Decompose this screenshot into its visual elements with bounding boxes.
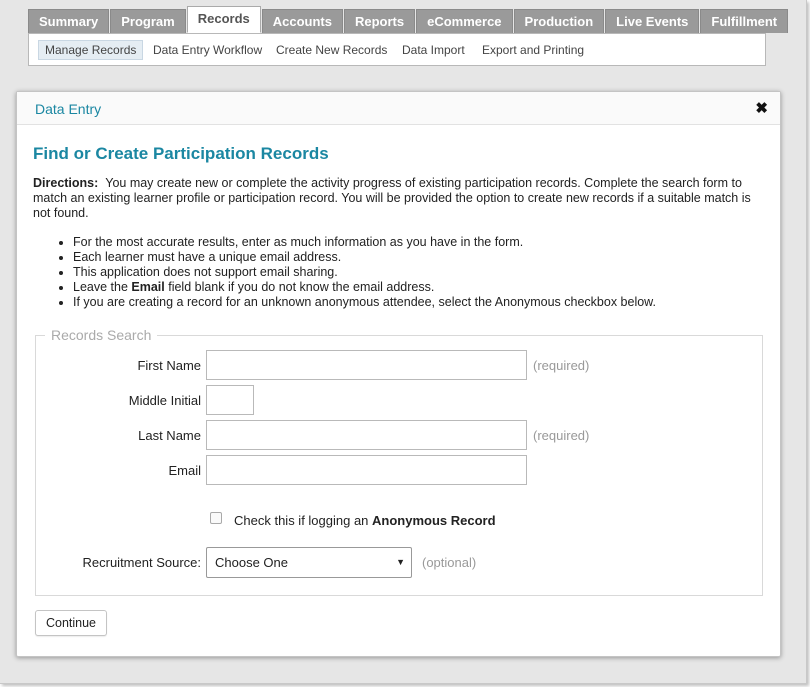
recruitment-source-select[interactable]	[206, 547, 412, 578]
email-label: Email	[168, 463, 201, 478]
list-item: • If you are creating a record for an unknown anonymous attendee, select the Anonymous checkbox below.	[73, 295, 656, 310]
directions-label: Directions:	[33, 176, 99, 190]
fieldset-legend: Records Search	[45, 327, 157, 343]
last-name-hint: (required)	[533, 428, 590, 443]
dialog-title: Data Entry	[35, 101, 102, 117]
subnav-export-printing[interactable]: Export and Printing	[482, 43, 585, 57]
close-icon[interactable]: ✖	[755, 100, 768, 117]
recruitment-source-label: Recruitment Source:	[82, 555, 201, 570]
list-item-bold: Email	[131, 280, 165, 294]
continue-button[interactable]: Continue	[35, 610, 107, 636]
list-item	[73, 280, 656, 295]
email-field[interactable]	[206, 455, 527, 485]
page-title: Find or Create Participation Records	[33, 144, 329, 163]
subnav-data-import[interactable]: Data Import	[402, 43, 465, 57]
list-item: • Each learner must have a unique email address.	[73, 250, 656, 265]
tab-summary[interactable]: Summary	[28, 9, 109, 33]
tab-accounts[interactable]: Accounts	[262, 9, 343, 33]
tab-ecommerce[interactable]: eCommerce	[416, 9, 512, 33]
data-entry-dialog	[16, 91, 781, 657]
recruitment-source-value: Choose One	[215, 555, 288, 570]
list-item: • For the most accurate results, enter as much information as you have in the form.	[73, 235, 656, 250]
first-name-hint: (required)	[533, 358, 590, 373]
instructions-list	[55, 235, 656, 310]
directions-body: You may create new or complete the activity progress of existing participation records. Complete the search form to match an existing learner profile or participation record. You will be provided the option to create new records if a suitable match is not found.	[33, 176, 751, 220]
chevron-down-icon: ▼	[396, 557, 405, 567]
first-name-field[interactable]	[206, 350, 527, 380]
tab-production[interactable]: Production	[514, 9, 605, 33]
anonymous-label-prefix: Check this if logging an	[234, 513, 373, 528]
tab-fulfillment[interactable]: Fulfillment	[700, 9, 788, 33]
recruitment-source-hint: (optional)	[422, 555, 477, 570]
main-tabs	[28, 9, 789, 34]
directions-text	[33, 176, 753, 221]
tab-live-events[interactable]: Live Events	[605, 9, 699, 33]
tab-program[interactable]: Program	[110, 9, 185, 33]
middle-initial-label: Middle Initial	[128, 393, 201, 408]
subnav-manage-records[interactable]: Manage Records	[38, 40, 143, 60]
subnav-create-new-records[interactable]: Create New Records	[276, 43, 388, 57]
last-name-field[interactable]	[206, 420, 527, 450]
tab-records[interactable]: Records	[187, 6, 261, 33]
list-item-prefix: Leave the	[73, 280, 132, 294]
subnav-data-entry-workflow[interactable]: Data Entry Workflow	[153, 43, 263, 57]
sub-navigation	[28, 33, 766, 66]
first-name-label: First Name	[137, 358, 201, 373]
anonymous-checkbox[interactable]	[210, 512, 222, 524]
list-item-suffix: field blank if you do not know the email address.	[164, 280, 435, 294]
anonymous-label-bold: Anonymous Record	[372, 513, 496, 528]
last-name-label: Last Name	[138, 428, 201, 443]
dialog-header	[17, 92, 780, 125]
middle-initial-field[interactable]	[206, 385, 254, 415]
anonymous-checkbox-label	[234, 513, 496, 528]
list-item: • This application does not support email sharing.	[73, 265, 656, 280]
tab-reports[interactable]: Reports	[344, 9, 415, 33]
